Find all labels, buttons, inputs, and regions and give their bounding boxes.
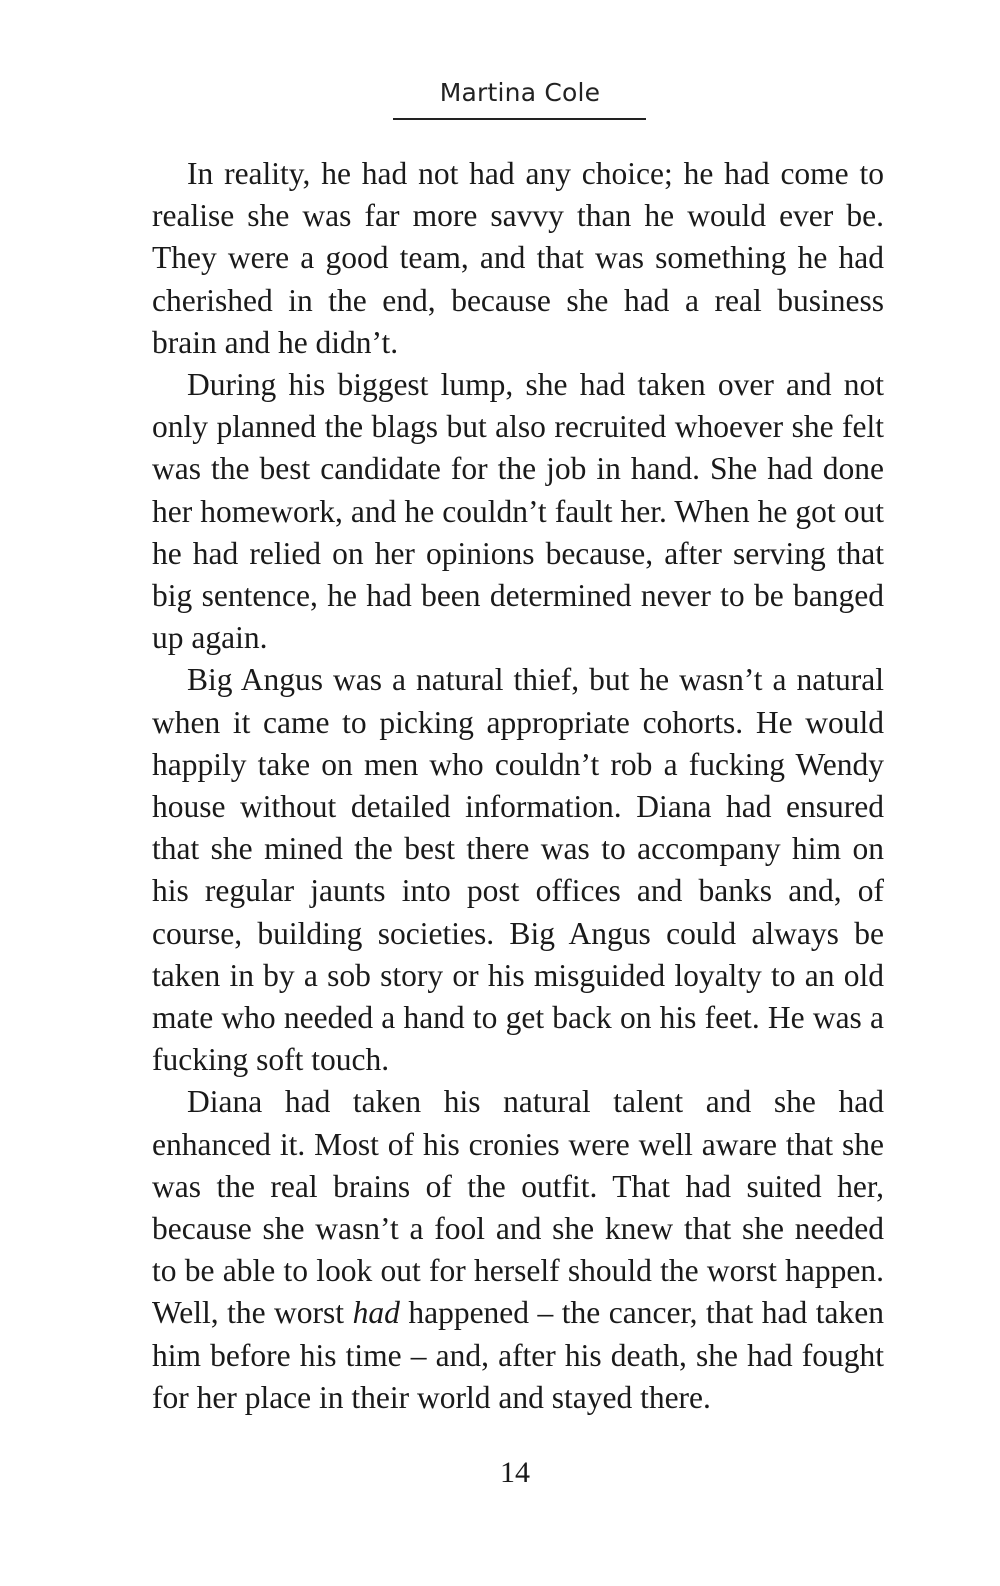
page-number: 14 [500, 1456, 530, 1489]
emphasized-word: had [352, 1295, 400, 1331]
paragraph: During his biggest lump, she had taken over and not only planned the blags but also recruited whoever she felt was the best candidate for the job in hand. She had done her homework, and he couldn’t fault her. When he got out he had relied on her opinions because, after serving that big sentence, he had been determined never to be banged up again. [152, 367, 884, 656]
paragraph-text: happened – the cancer, that had taken him before his time – and, after his death, she had fought for her place in their world and stayed there. [152, 1295, 884, 1415]
header-rule [393, 118, 646, 120]
paragraph [152, 1081, 884, 1419]
paragraph-text: Diana had taken his natural talent and she had enhanced it. Most of his cronies were well aware that she was the real brains of the outfit. That had suited her, because she wasn’t a fool and she knew that she needed to be able to look out for herself should the worst happen. Well, the worst [152, 1084, 884, 1331]
paragraph: Big Angus was a natural thief, but he wasn’t a natural when it came to picking appropriate cohorts. He would happily take on men who couldn’t rob a fucking Wendy house without detailed information. Diana had ensured that she mined the best there was to accompany him on his regular jaunts into post offices and banks and, of course, building societies. Big Angus could always be taken in by a sob story or his misguided loyalty to an old mate who needed a hand to get back on his feet. He was a fucking soft touch. [152, 662, 884, 1078]
running-head: Martina Cole [439, 78, 601, 107]
body-text [152, 153, 884, 1419]
paragraph: In reality, he had not had any choice; he had come to realise she was far more savvy than he would ever be. They were a good team, and that was something he had cherished in the end, because she had a real business brain and he didn’t. [152, 156, 884, 360]
